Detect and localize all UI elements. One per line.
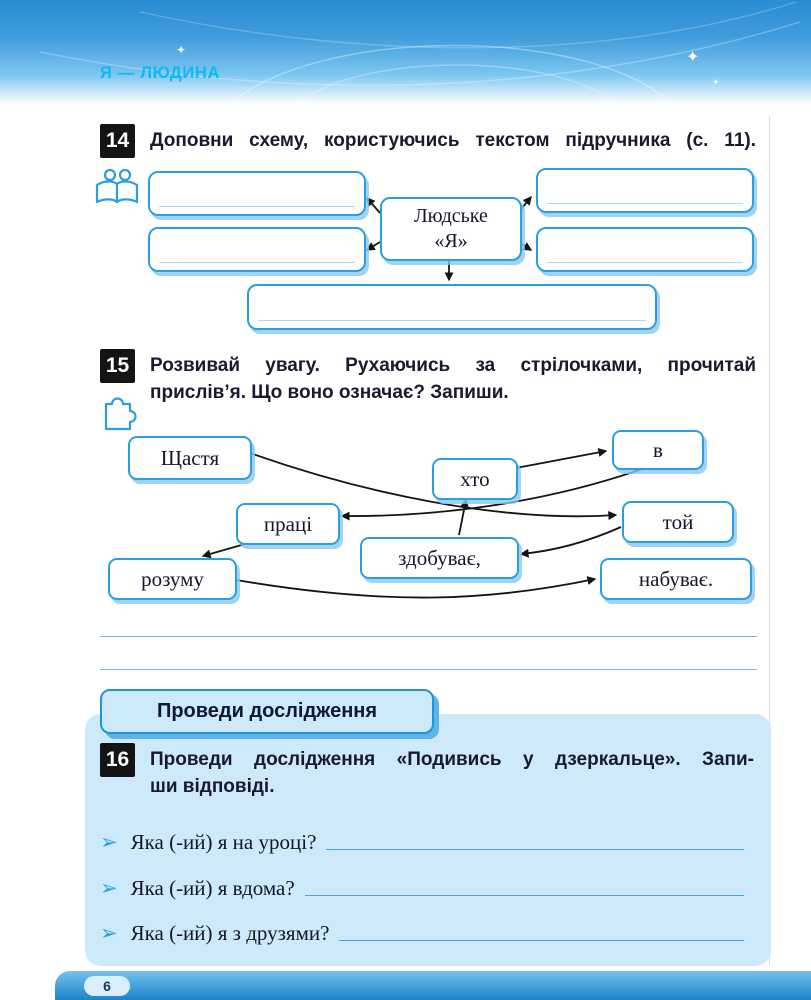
page-header <box>0 0 811 104</box>
proverb-arrow <box>236 579 595 598</box>
diagram-blank-box[interactable] <box>148 227 366 272</box>
task-number-badge: 16 <box>100 743 135 777</box>
sparkle-icon: ✦ <box>712 77 720 87</box>
answer-line[interactable] <box>100 653 757 670</box>
reading-children-icon <box>92 164 142 212</box>
question-text: Яка (-ий) я на уроці? <box>130 830 317 855</box>
word-box: хто <box>432 458 518 500</box>
sparkle-icon: ✦ <box>686 49 700 66</box>
section-title: Я — ЛЮДИНА <box>100 64 221 82</box>
answer-line[interactable] <box>326 849 744 850</box>
word-box: Щастя <box>128 436 252 480</box>
write-line <box>159 206 355 207</box>
word-box: здобуває, <box>360 537 519 579</box>
arrow-bullet-icon: ➢ <box>100 921 118 945</box>
task-number-badge: 15 <box>100 349 135 383</box>
footer-bar <box>55 971 811 1000</box>
write-line <box>547 203 743 204</box>
write-line <box>258 320 646 321</box>
question-row <box>100 876 746 901</box>
diagram-center-label: Людське «Я» <box>414 205 488 252</box>
task14-instruction: Доповни схему, користуючись текстом підручника (с. 11). <box>150 130 756 151</box>
diagram-arrow <box>367 242 380 250</box>
proverb-arrow <box>521 527 621 554</box>
research-banner: Проведи дослідження <box>100 689 434 734</box>
task15-instruction-line2: прислів’я. Що воно означає? Запиши. <box>150 382 509 403</box>
word-box: праці <box>236 503 340 545</box>
question-row <box>100 921 746 946</box>
proverb-arrow <box>459 500 466 535</box>
diagram-arrow <box>367 198 380 213</box>
diagram-center-box <box>380 197 522 261</box>
question-text: Яка (-ий) я з друзями? <box>130 921 330 946</box>
diagram-blank-box[interactable] <box>247 284 657 330</box>
question-text: Яка (-ий) я вдома? <box>130 876 295 901</box>
question-row <box>100 830 746 855</box>
write-line <box>159 262 355 263</box>
task16-instruction-line2: ши відповіді. <box>150 776 275 797</box>
arrow-bullet-icon: ➢ <box>100 876 118 900</box>
diagram-blank-box[interactable] <box>148 171 366 216</box>
word-box: набуває. <box>600 558 752 600</box>
task-number-badge: 14 <box>100 124 135 158</box>
arrow-bullet-icon: ➢ <box>100 830 118 854</box>
answer-line[interactable] <box>305 895 744 896</box>
word-box: той <box>622 501 734 543</box>
puzzle-icon <box>96 386 142 432</box>
word-box: в <box>612 430 704 470</box>
task15-instruction-line1: Розвивай увагу. Рухаючись за стрілочками, прочитай <box>150 355 756 376</box>
write-line <box>547 262 743 263</box>
diagram-blank-box[interactable] <box>536 168 754 213</box>
sparkle-icon: ✦ <box>176 43 187 57</box>
page-number: 6 <box>84 976 130 996</box>
answer-line[interactable] <box>100 620 757 637</box>
answer-line[interactable] <box>339 940 744 941</box>
diagram-blank-box[interactable] <box>536 227 754 272</box>
task16-instruction-line1: Проведи дослідження «Подивись у дзеркальце». Запи- <box>150 749 754 770</box>
proverb-arrow <box>516 451 606 468</box>
word-box: розуму <box>108 558 237 600</box>
